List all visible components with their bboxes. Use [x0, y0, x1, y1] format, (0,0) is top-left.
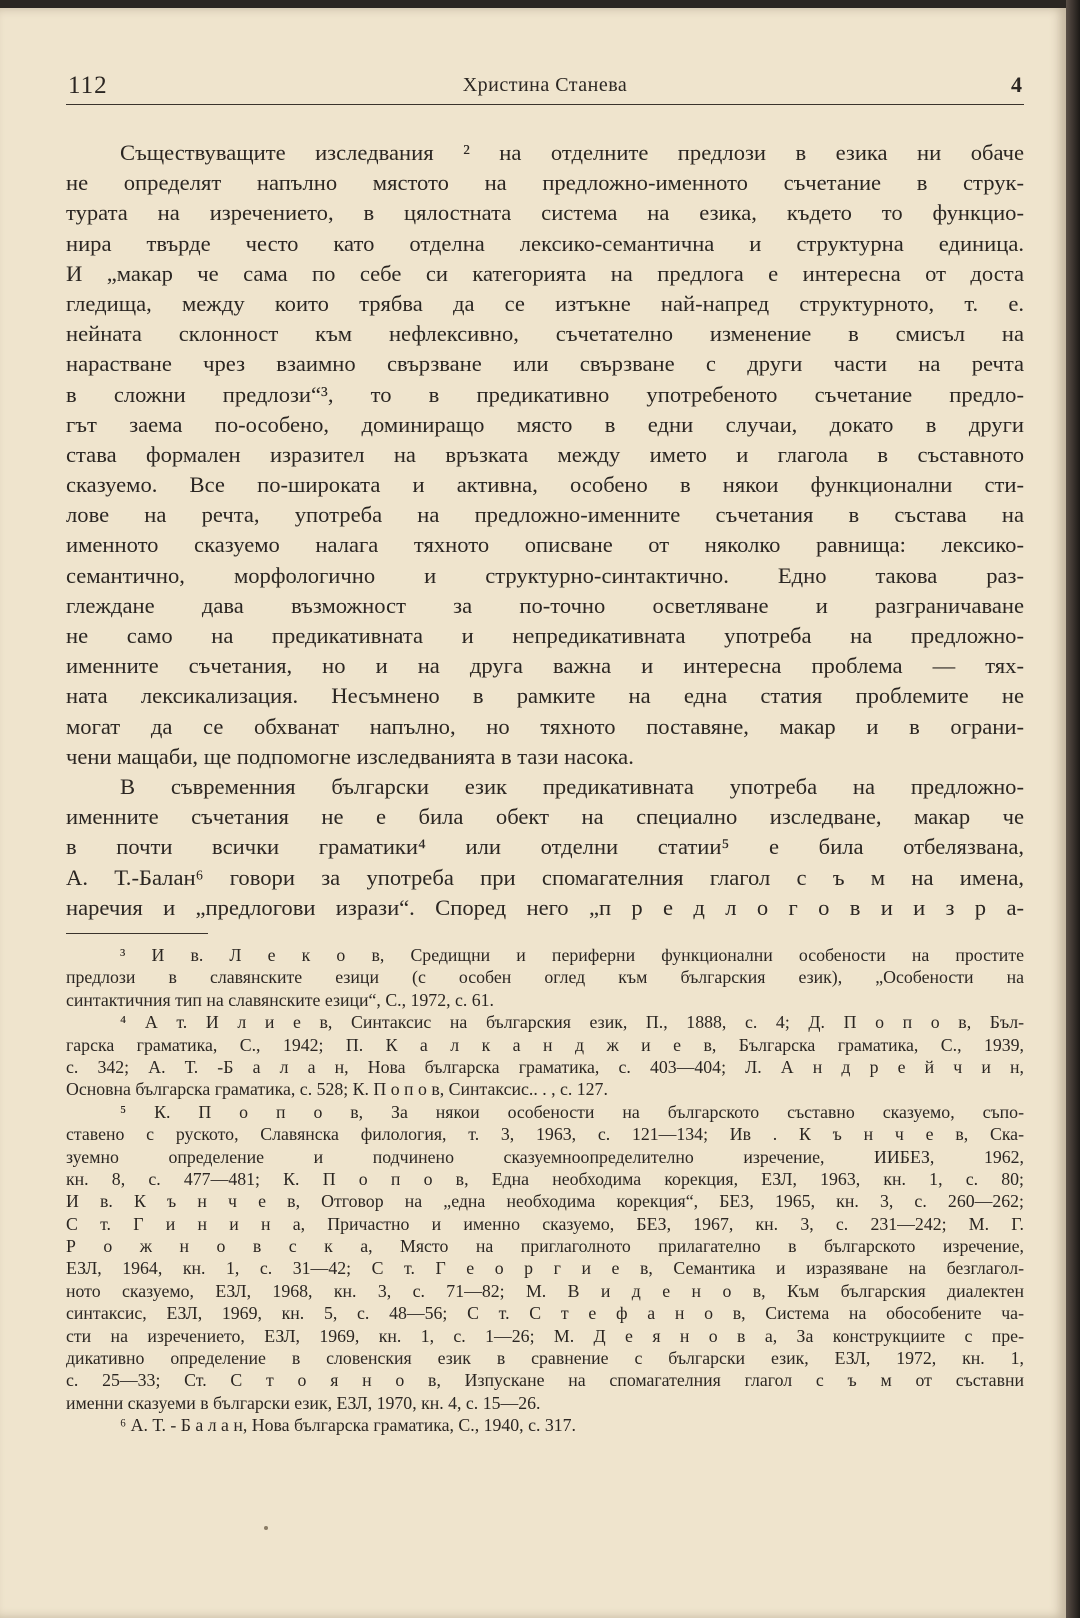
footnote-line: Основна българска граматика, с. 528; К. П о п о в, Синтаксис.. . , с. 127. [66, 1079, 608, 1100]
body-line: В съвременния български език предикативната употреба на предложно- [120, 773, 1024, 799]
footnotes [66, 944, 1024, 1437]
body-line: гледища, между които трябва да се изтъкне най-напред структурното, т. е. [66, 290, 1024, 316]
body-line: турата на изречението, в цялостната система на езика, където то функцио- [66, 200, 1024, 226]
body-line: чени мащаби, ще подпомогне изследванията в тази насока. [66, 743, 634, 769]
body-line: в почти всички граматики⁴ или отделни статии⁵ е била отбелязвана, [66, 834, 1024, 860]
footnote-line: Р о ж н о в с к а, Място на приглаголното прилагателно в българското изречение, [66, 1236, 1024, 1257]
body-line: не определят напълно мястото на предложно-именното съчетание в струк- [66, 170, 1024, 196]
body-line: И „макар че сама по себе си категорията на предлога е интересна от доста [66, 260, 1024, 286]
footnote-line: И в. К ъ н ч е в, Отговор на „една необходима корекция“, БЕЗ, 1965, кн. 3, с. 260—262; [66, 1191, 1024, 1212]
body-line: не само на предикативната и непредикативната употреба на предложно- [66, 623, 1024, 648]
page-number: 112 [68, 72, 108, 99]
footnote-line: ⁴ А т. И л и е в, Синтаксис на българския език, П., 1888, с. 4; Д. П о п о в, Бъл- [120, 1012, 1024, 1033]
body-text [66, 138, 1024, 923]
body-line: именните съчетания, но и на друга важна и интересна проблема — тях- [66, 653, 1024, 679]
book-page [0, 8, 1066, 1618]
footnote-line: ното сказуемо, ЕЗЛ, 1968, кн. 3, с. 71—82; М. В и д е н о в, Към българския диалектен [66, 1280, 1024, 1301]
footnote-line: с. 25—33; Ст. С т о я н о в, Изпускане на спомагателния глагол с ъ м от съставни [66, 1370, 1024, 1391]
body-line: могат да се обхванат напълно, но тяхното поставяне, макар и в ограни- [66, 713, 1024, 739]
header-section-number: 4 [1011, 72, 1022, 97]
footnote-line: кн. 8, с. 477—481; К. П о п о в, Една необходима корекция, ЕЗЛ, 1963, кн. 1, с. 80; [66, 1168, 1024, 1189]
body-line: нейната склонност към нефлексивно, съчетателно изменение в смисъл на [66, 321, 1024, 347]
page-stain [264, 1526, 268, 1530]
body-line: нарастване чрез взаимно свързване или свързване с други части на речта [66, 351, 1024, 377]
book-edge [1066, 0, 1080, 1618]
body-line: става формален изразител на връзката между името и глагола в съставното [66, 441, 1024, 467]
footnote-line: С т. Г и н и н а, Причастно и именно сказуемо, БЕЗ, 1967, кн. 3, с. 231—242; М. Г. [66, 1213, 1024, 1234]
footnote-line: ³ И в. Л е к о в, Средищни и периферни функционални особености на простите [120, 945, 1024, 965]
footnote-line: зуемно определение и подчинено сказуемноопределително изречение, ИИБЕЗ, 1962, [66, 1146, 1024, 1167]
body-line: именното сказуемо налага тяхното описване от няколко равнища: лексико- [66, 532, 1024, 558]
footnote-line: ставено с руското, Славянска филология, т. 3, 1963, с. 121—134; Ив . К ъ н ч е в, Ска- [66, 1124, 1024, 1145]
footnote-line: гарска граматика, С., 1942; П. К а л к а н д ж и е в, Българска граматика, С., 1939, [66, 1034, 1024, 1055]
body-line: сказуемо. Все по-широката и активна, особено в някои функционални сти- [66, 472, 1024, 498]
body-line: глеждане дава възможност за по-точно осветляване и разграничаване [66, 592, 1024, 618]
body-line: ната лексикализация. Несъмнено в рамките на една статия проблемите не [66, 683, 1024, 709]
footnote-line: синтактичния тип на славянските езици“, С., 1972, с. 61. [66, 989, 494, 1010]
body-line: гът заема по-особено, доминиращо място в едни случаи, докато в други [66, 411, 1024, 437]
running-head [66, 64, 1024, 105]
body-line: лове на речта, употреба на предложно-именните съчетания в състава на [66, 502, 1024, 528]
footnote-line: именни сказуеми в български език, ЕЗЛ, 1970, кн. 4, с. 15—26. [66, 1392, 541, 1413]
body-line: А. Т.-Балан⁶ говори за употреба при спомагателния глагол с ъ м на имена, [66, 864, 1024, 890]
footnote-line: дикативно определение в словенския език в сравнение с български език, ЕЗЛ, 1972, кн. 1, [66, 1348, 1024, 1369]
body-line: семантично, морфологично и структурно-синтактично. Едно такова раз- [66, 562, 1024, 588]
footnote-line: синтаксис, ЕЗЛ, 1969, кн. 5, с. 48—56; С т. С т е ф а н о в, Система на обособените ча- [66, 1303, 1024, 1324]
footnote-line: сти на изречението, ЕЗЛ, 1969, кн. 1, с. 1—26; М. Д е я н о в а, За конструкциите с пре- [66, 1325, 1024, 1346]
body-line: в сложни предлози“³, то в предикативно употребеното съчетание предло- [66, 381, 1024, 407]
body-line: Съществуващите изследвания ² на отделните предлози в езика ни обаче [120, 140, 1024, 165]
body-line: наречия и „предлогови изрази“. Според него „п р е д л о г о в и и з р а- [66, 894, 1024, 920]
footnote-rule [66, 933, 208, 934]
footnote-line: ЕЗЛ, 1964, кн. 1, с. 31—42; С т. Г е о р г и е в, Семантика и изразяване на безглагол- [66, 1258, 1024, 1279]
body-line: нира твърде често като отделна лексико-семантична и структурна единица. [66, 230, 1024, 256]
footnote-line: предлози в славянските езици (с особен оглед към българския език), „Особености на [66, 967, 1024, 988]
footnote-line: с. 342; А. Т. -Б а л а н, Нова българска граматика, с. 403—404; Л. А н д р е й ч и н, [66, 1056, 1024, 1077]
footnote-line: ⁵ К. П о п о в, За някои особености на българското съставно сказуемо, съпо- [120, 1101, 1024, 1122]
body-line: именните съчетания не е била обект на специално изследване, макар че [66, 804, 1024, 830]
header-title: Христина Станева [462, 74, 628, 96]
footnote-line: ⁶ А. Т. - Б а л а н, Нова българска граматика, С., 1940, с. 317. [120, 1415, 576, 1436]
